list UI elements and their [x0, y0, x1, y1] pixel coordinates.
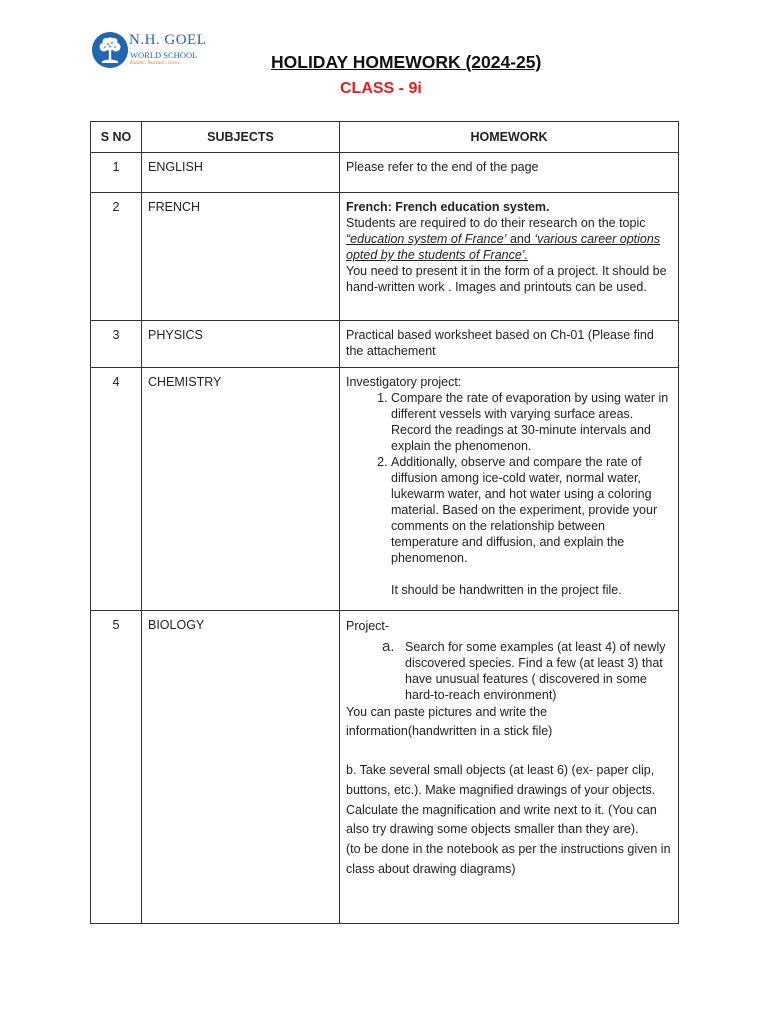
- row-homework: Practical based worksheet based on Ch-01 (Please find the attachement: [340, 321, 679, 368]
- row-subject: ENGLISH: [142, 153, 340, 193]
- row-sno: 1: [91, 153, 142, 193]
- class-subtitle: CLASS - 9i: [340, 80, 422, 97]
- biology-paragraph-3: (to be done in the notebook as per the instructions given in class about drawing diagrams): [346, 841, 671, 876]
- item-marker: a.: [382, 637, 395, 655]
- row-homework: Please refer to the end of the page: [340, 153, 679, 193]
- row-subject: CHEMISTRY: [142, 368, 340, 611]
- biology-item-a-text: Search for some examples (at least 4) of newly discovered species. Find a few (at least 3) that have unusual features ( discovered in some hard-to-reach environment): [405, 639, 666, 702]
- biology-paragraph-2: b. Take several small objects (at least 6) (ex- paper clip, buttons, etc.). Make magnified drawings of your objects. Calculate the magnification and write next to it. (You can also try drawing some objects smaller than they are).: [346, 763, 657, 837]
- row-subject: BIOLOGY: [142, 611, 340, 924]
- list-item: 2. Additionally, observe and compare the rate of diffusion among ice-cold water, normal water, lukewarm water, and hot water using a coloring material. Based on the experiment, provide your comments on the relationship between temperature and diffusion, and explain the phenomenon.: [391, 454, 672, 566]
- table-row-biology: [91, 611, 679, 924]
- chemistry-intro: Investigatory project:: [346, 375, 462, 389]
- list-item: 1. Compare the rate of evaporation by using water in different vessels with varying surface areas. Record the readings at 30-minute intervals and explain the phenomenon.: [391, 390, 672, 454]
- logo-tagline: Kindle. Nurture. Grow.: [130, 60, 181, 66]
- logo-school-subname: WORLD SCHOOL: [130, 50, 198, 60]
- header-subjects: SUBJECTS: [142, 122, 340, 153]
- table-row-chemistry: [91, 368, 679, 611]
- row-sno: 3: [91, 321, 142, 368]
- biology-paragraph-1: You can paste pictures and write the information(handwritten in a stick file): [346, 704, 553, 739]
- row-sno: 2: [91, 193, 142, 321]
- row-subject: FRENCH: [142, 193, 340, 321]
- biology-item-a: [382, 639, 672, 703]
- row-subject: PHYSICS: [142, 321, 340, 368]
- french-heading: French: French education system.: [346, 200, 550, 214]
- row-homework: [340, 611, 679, 924]
- french-paragraph-1: [346, 215, 672, 263]
- row-homework: [340, 193, 679, 321]
- french-p1-text: Students are required to do their research on the topic: [346, 216, 646, 230]
- header-homework: HOMEWORK: [340, 122, 679, 153]
- tree-logo-icon: [92, 32, 128, 68]
- table-header-row: [91, 122, 679, 153]
- chemistry-note: It should be handwritten in the project file.: [391, 583, 622, 597]
- logo-school-name: N.H. GOEL: [129, 32, 207, 48]
- table-row-physics: [91, 321, 679, 368]
- row-homework: [340, 368, 679, 611]
- french-topic-2: ‘various career options opted by the students of France’.: [346, 232, 661, 262]
- french-p1-and: and: [506, 232, 535, 246]
- chemistry-list: [346, 390, 672, 566]
- table-row-english: [91, 153, 679, 193]
- french-topic-1: “education system of France’: [346, 232, 507, 246]
- header-sno: S NO: [91, 122, 142, 153]
- school-logo: [92, 32, 212, 72]
- biology-intro: Project-: [346, 619, 390, 633]
- row-sno: 5: [91, 611, 142, 924]
- spacer: [346, 742, 672, 761]
- row-sno: 4: [91, 368, 142, 611]
- table-row-french: [91, 193, 679, 321]
- homework-table: [90, 121, 679, 924]
- page-title: HOLIDAY HOMEWORK (2024-25): [271, 52, 542, 72]
- french-paragraph-2: You need to present it in the form of a project. It should be hand-written work . Images and printouts can be used.: [346, 264, 667, 294]
